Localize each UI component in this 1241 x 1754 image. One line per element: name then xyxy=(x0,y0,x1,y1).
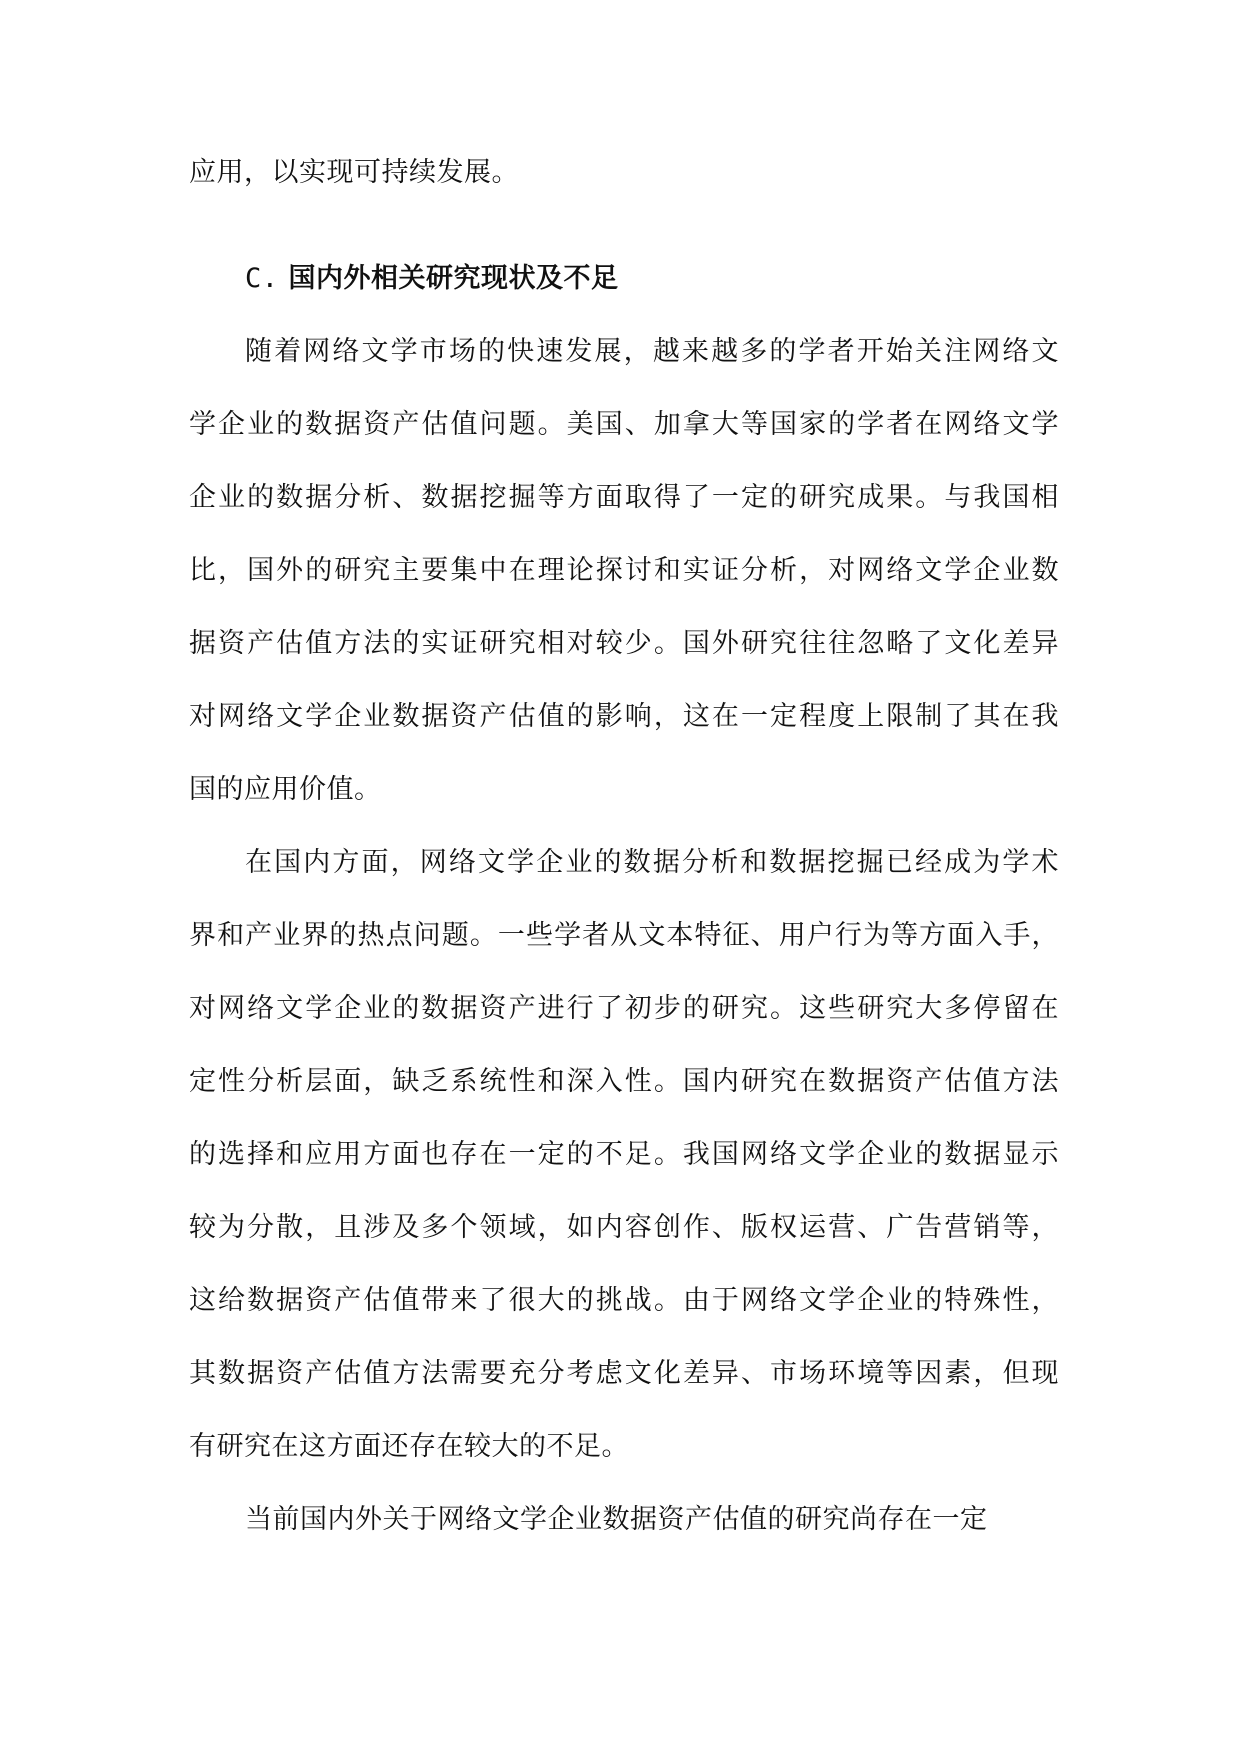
paragraph-1-line-6: 对网络文学企业数据资产估值的影响，这在一定程度上限制了其在我 xyxy=(189,701,1059,732)
paragraph-3-line-1: 当前国内外关于网络文学企业数据资产估值的研究尚存在一定 xyxy=(245,1504,988,1535)
paragraph-2-line-9: 有研究在这方面还存在较大的不足。 xyxy=(189,1431,629,1462)
paragraph-2-line-3: 对网络文学企业的数据资产进行了初步的研究。这些研究大多停留在 xyxy=(189,993,1059,1024)
paragraph-2-line-1: 在国内方面，网络文学企业的数据分析和数据挖掘已经成为学术 xyxy=(245,847,1059,878)
paragraph-1-line-3: 企业的数据分析、数据挖掘等方面取得了一定的研究成果。与我国相 xyxy=(189,482,1059,513)
paragraph-2-line-6: 较为分散，且涉及多个领域，如内容创作、版权运营、广告营销等， xyxy=(189,1212,1059,1243)
paragraph-1-line-7: 国的应用价值。 xyxy=(189,774,382,805)
section-title: 国内外相关研究现状及不足 xyxy=(288,263,619,294)
paragraph-1-line-2: 学企业的数据资产估值问题。美国、加拿大等国家的学者在网络文学 xyxy=(189,409,1059,440)
paragraph-2-line-4: 定性分析层面，缺乏系统性和深入性。国内研究在数据资产估值方法 xyxy=(189,1066,1059,1097)
paragraph-2-line-5: 的选择和应用方面也存在一定的不足。我国网络文学企业的数据显示 xyxy=(189,1139,1059,1170)
paragraph-2-line-8: 其数据资产估值方法需要充分考虑文化差异、市场环境等因素，但现 xyxy=(189,1358,1059,1389)
paragraph-1-line-1: 随着网络文学市场的快速发展，越来越多的学者开始关注网络文 xyxy=(245,336,1059,367)
paragraph-2-line-7: 这给数据资产估值带来了很大的挑战。由于网络文学企业的特殊性， xyxy=(189,1285,1059,1316)
paragraph-1-line-5: 据资产估值方法的实证研究相对较少。国外研究往往忽略了文化差异 xyxy=(189,628,1059,659)
intro-line: 应用，以实现可持续发展。 xyxy=(189,157,519,188)
paragraph-2-line-2: 界和产业界的热点问题。一些学者从文本特征、用户行为等方面入手， xyxy=(189,920,1059,951)
section-heading xyxy=(245,259,1115,299)
paragraph-1-line-4: 比，国外的研究主要集中在理论探讨和实证分析，对网络文学企业数 xyxy=(189,555,1059,586)
section-label: C. xyxy=(245,263,279,294)
